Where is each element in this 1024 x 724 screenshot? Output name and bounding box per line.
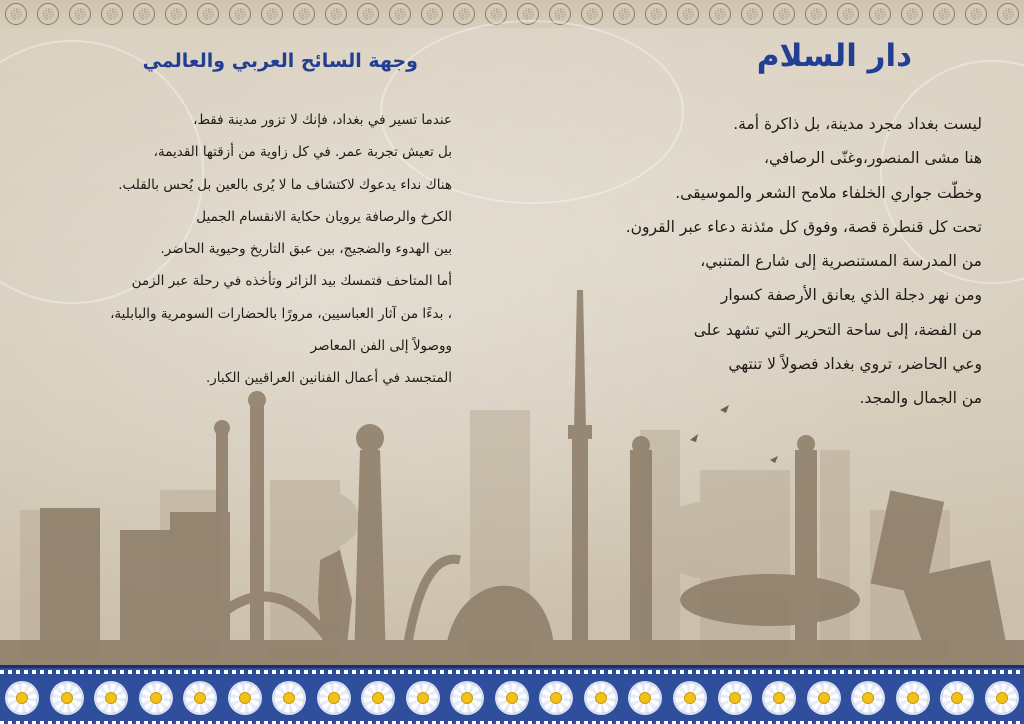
paragraph-line: ، بدءًا من آثار العباسيين، مرورًا بالحضارات السومرية والبابلية، [110, 305, 452, 322]
rosette-ornament-icon [133, 3, 155, 25]
daisy-flower-icon [898, 683, 928, 713]
rosette-ornament-icon [581, 3, 603, 25]
paragraph-line: عندما تسير في بغداد، فإنك لا تزور مدينة فقط، [193, 112, 452, 128]
rosette-ornament-icon [773, 3, 795, 25]
paragraph-line: ومن نهر دجلة الذي يعانق الأرصفة كسوار [720, 286, 982, 305]
daisy-flower-icon [230, 683, 260, 713]
paragraph-line: من الفضة، إلى ساحة التحرير التي تشهد على [693, 320, 982, 339]
rosette-ornament-icon [293, 3, 315, 25]
daisy-flower-icon [141, 683, 171, 713]
rosette-ornament-icon [901, 3, 923, 25]
daisy-flower-icon [96, 683, 126, 713]
daisy-flower-icon [720, 683, 750, 713]
paragraph-line: هناك نداء يدعوك لاكتشاف ما لا يُرى بالعين بل يُحس بالقلب. [118, 176, 452, 193]
rosette-ornament-icon [389, 3, 411, 25]
rosette-ornament-icon [677, 3, 699, 25]
paragraph-line: تحت كل قنطرة قصة، وفوق كل مئذنة دعاء عبر القرون. [625, 217, 982, 236]
paragraph-line: ليست بغداد مجرد مدينة، بل ذاكرة أمة. [733, 115, 982, 133]
daisy-flower-icon [853, 683, 883, 713]
dar-al-salam-text-block [626, 107, 982, 416]
rosette-ornament-icon [741, 3, 763, 25]
daisy-flower-icon [541, 683, 571, 713]
daisy-flower-icon [274, 683, 304, 713]
paragraph-line: من الجمال والمجد. [859, 389, 982, 408]
daisy-flower-icon [52, 683, 82, 713]
heading-dar-al-salam: دار السلام [756, 38, 912, 74]
paragraph-line: وخطّت جواري الخلفاء ملامح الشعر والموسيقى. [675, 183, 982, 202]
rosette-ornament-icon [101, 3, 123, 25]
rosette-ornament-icon [261, 3, 283, 25]
rosette-ornament-icon [645, 3, 667, 25]
daisy-flower-icon [764, 683, 794, 713]
heading-tourist-destination: وجهة السائح العربي والعالمي [142, 50, 418, 72]
bottom-tile-band [0, 665, 1024, 724]
rosette-ornament-icon [837, 3, 859, 25]
paragraph-line: أما المتاحف فتمسك بيد الزائر وتأخذه في رحلة عبر الزمن [131, 273, 452, 290]
paragraph-line: هنا مشى المنصور،وغنّى الرصافي، [764, 149, 982, 168]
daisy-flower-icon [497, 683, 527, 713]
daisy-flower-icon [185, 683, 215, 713]
rosette-ornament-icon [933, 3, 955, 25]
daisy-flower-icon [809, 683, 839, 713]
rosette-ornament-icon [37, 3, 59, 25]
daisy-flower-icon [942, 683, 972, 713]
daisy-flower-icon [987, 683, 1017, 713]
paragraph-line: من المدرسة المستنصرية إلى شارع المتنبي، [700, 252, 982, 271]
rosette-ornament-icon [709, 3, 731, 25]
rosette-ornament-icon [69, 3, 91, 25]
daisy-flower-icon [408, 683, 438, 713]
paragraph-line: بل تعيش تجربة عمر. في كل زاوية من أزقتها القديمة، [153, 144, 452, 161]
rosette-ornament-icon [165, 3, 187, 25]
paragraph-line: وعي الحاضر، تروي بغداد فصولاً لا تنتهي [728, 355, 982, 374]
daisy-flower-icon [319, 683, 349, 713]
tourist-destination-text-block [110, 104, 452, 395]
rosette-ornament-icon [997, 3, 1019, 25]
paragraph-line: ووصولاً إلى الفن المعاصر [310, 338, 452, 355]
rosette-ornament-icon [453, 3, 475, 25]
daisy-flower-icon [675, 683, 705, 713]
daisy-flower-icon [363, 683, 393, 713]
daisy-flower-icon [7, 683, 37, 713]
paragraph-line: المتجسد في أعمال الفنانين العراقيين الكبار. [205, 370, 452, 387]
rosette-ornament-icon [229, 3, 251, 25]
daisy-flower-icon [452, 683, 482, 713]
daisy-flower-icon [630, 683, 660, 713]
rosette-ornament-icon [357, 3, 379, 25]
rosette-ornament-icon [421, 3, 443, 25]
rosette-ornament-icon [5, 3, 27, 25]
paragraph-line: بين الهدوء والضجيج، بين عبق التاريخ وحيوية الحاضر. [160, 241, 452, 258]
paragraph-line: الكرخ والرصافة يرويان حكاية الانقسام الجميل [196, 208, 452, 225]
rosette-ornament-icon [325, 3, 347, 25]
rosette-ornament-icon [869, 3, 891, 25]
daisy-flower-icon [586, 683, 616, 713]
rosette-ornament-icon [805, 3, 827, 25]
rosette-ornament-icon [197, 3, 219, 25]
rosette-ornament-icon [965, 3, 987, 25]
rosette-ornament-icon [613, 3, 635, 25]
